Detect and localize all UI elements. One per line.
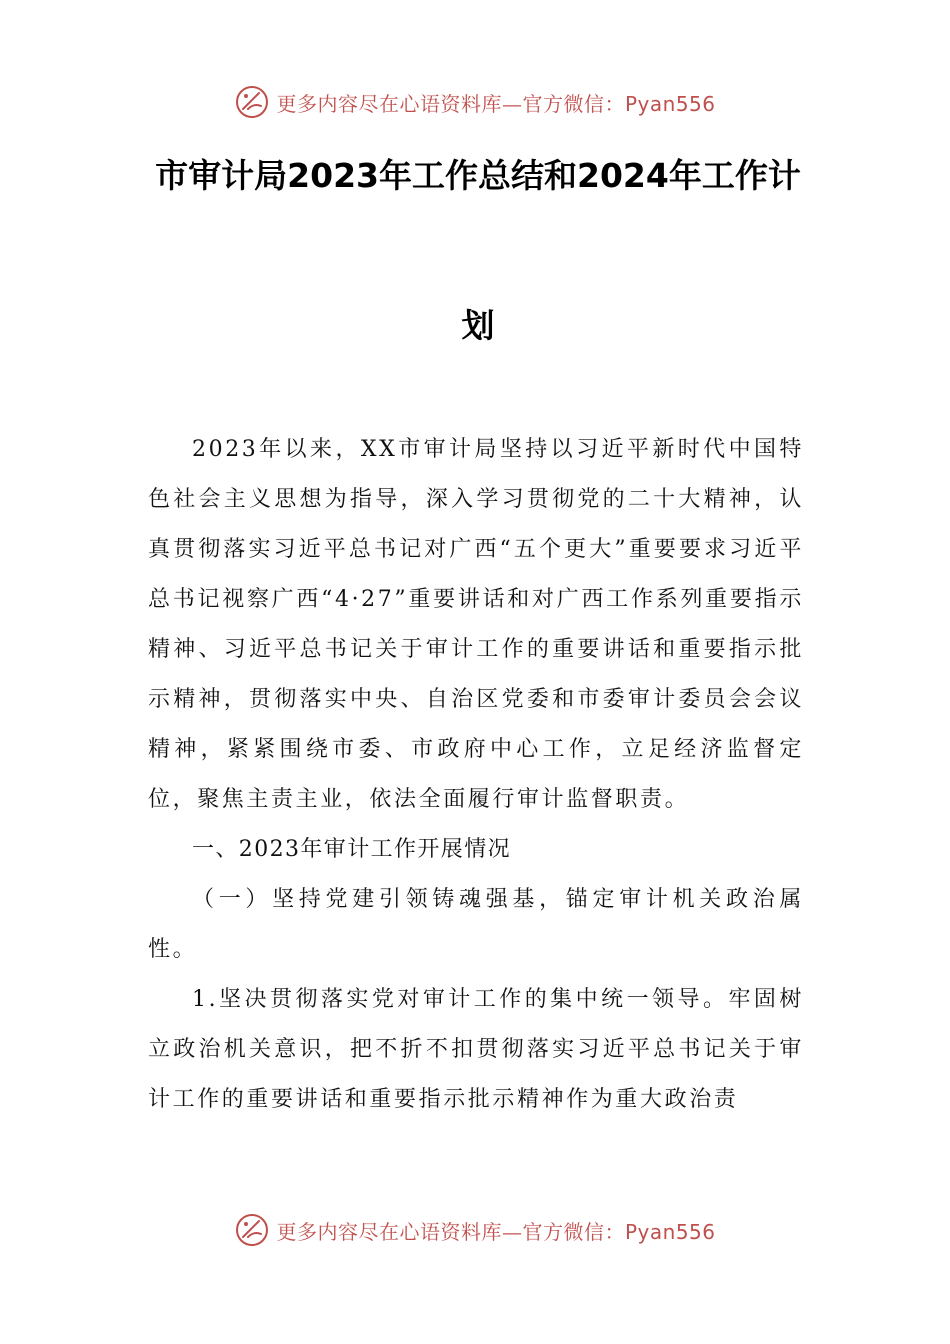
xinyu-logo-icon bbox=[234, 84, 270, 120]
wechat-id: Pyan556 bbox=[624, 91, 716, 116]
section-heading: 一、2023年审计工作开展情况 bbox=[192, 837, 511, 862]
document-title-line2: 划 bbox=[461, 306, 495, 345]
paragraph-item-1: 1.坚决贯彻落实党对审计工作的集中统一领导。牢固树立政治机关意识，把不折不扣贯彻落实习近平总书记关于审计工作的重要讲话和重要指示批示精神作为重大政治责 bbox=[148, 987, 804, 1112]
watermark-banner-top bbox=[0, 80, 950, 124]
document-title-line1: 市审计局2023年工作总结和2024年工作计 bbox=[155, 156, 801, 195]
document-body bbox=[148, 425, 804, 1125]
watermark-text: 更多内容尽在心语资料库—官方微信：Pyan556 bbox=[276, 1219, 716, 1244]
paragraph-intro: 2023年以来，XX市审计局坚持以习近平新时代中国特色社会主义思想为指导，深入学习贯彻党的二十大精神，认真贯彻落实习近平总书记对广西“五个更大”重要要求习近平总书记视察广西“4·27”重要讲话和对广西工作系列重要指示精神、习近平总书记关于审计工作的重要讲话和重要指示批示精神，贯彻落实中央、自治区党委和市委审计委员会会议精神，紧紧围绕市委、市政府中心工作，立足经济监督定位，聚焦主责主业，依法全面履行审计监督职责。 bbox=[148, 437, 804, 812]
watermark-text: 更多内容尽在心语资料库—官方微信：Pyan556 bbox=[276, 91, 716, 116]
xinyu-logo-icon bbox=[234, 1212, 270, 1248]
wechat-id: Pyan556 bbox=[624, 1219, 716, 1244]
watermark-banner-bottom bbox=[0, 1208, 950, 1252]
subsection-heading: （一）坚持党建引领铸魂强基，锚定审计机关政治属性。 bbox=[148, 887, 804, 962]
